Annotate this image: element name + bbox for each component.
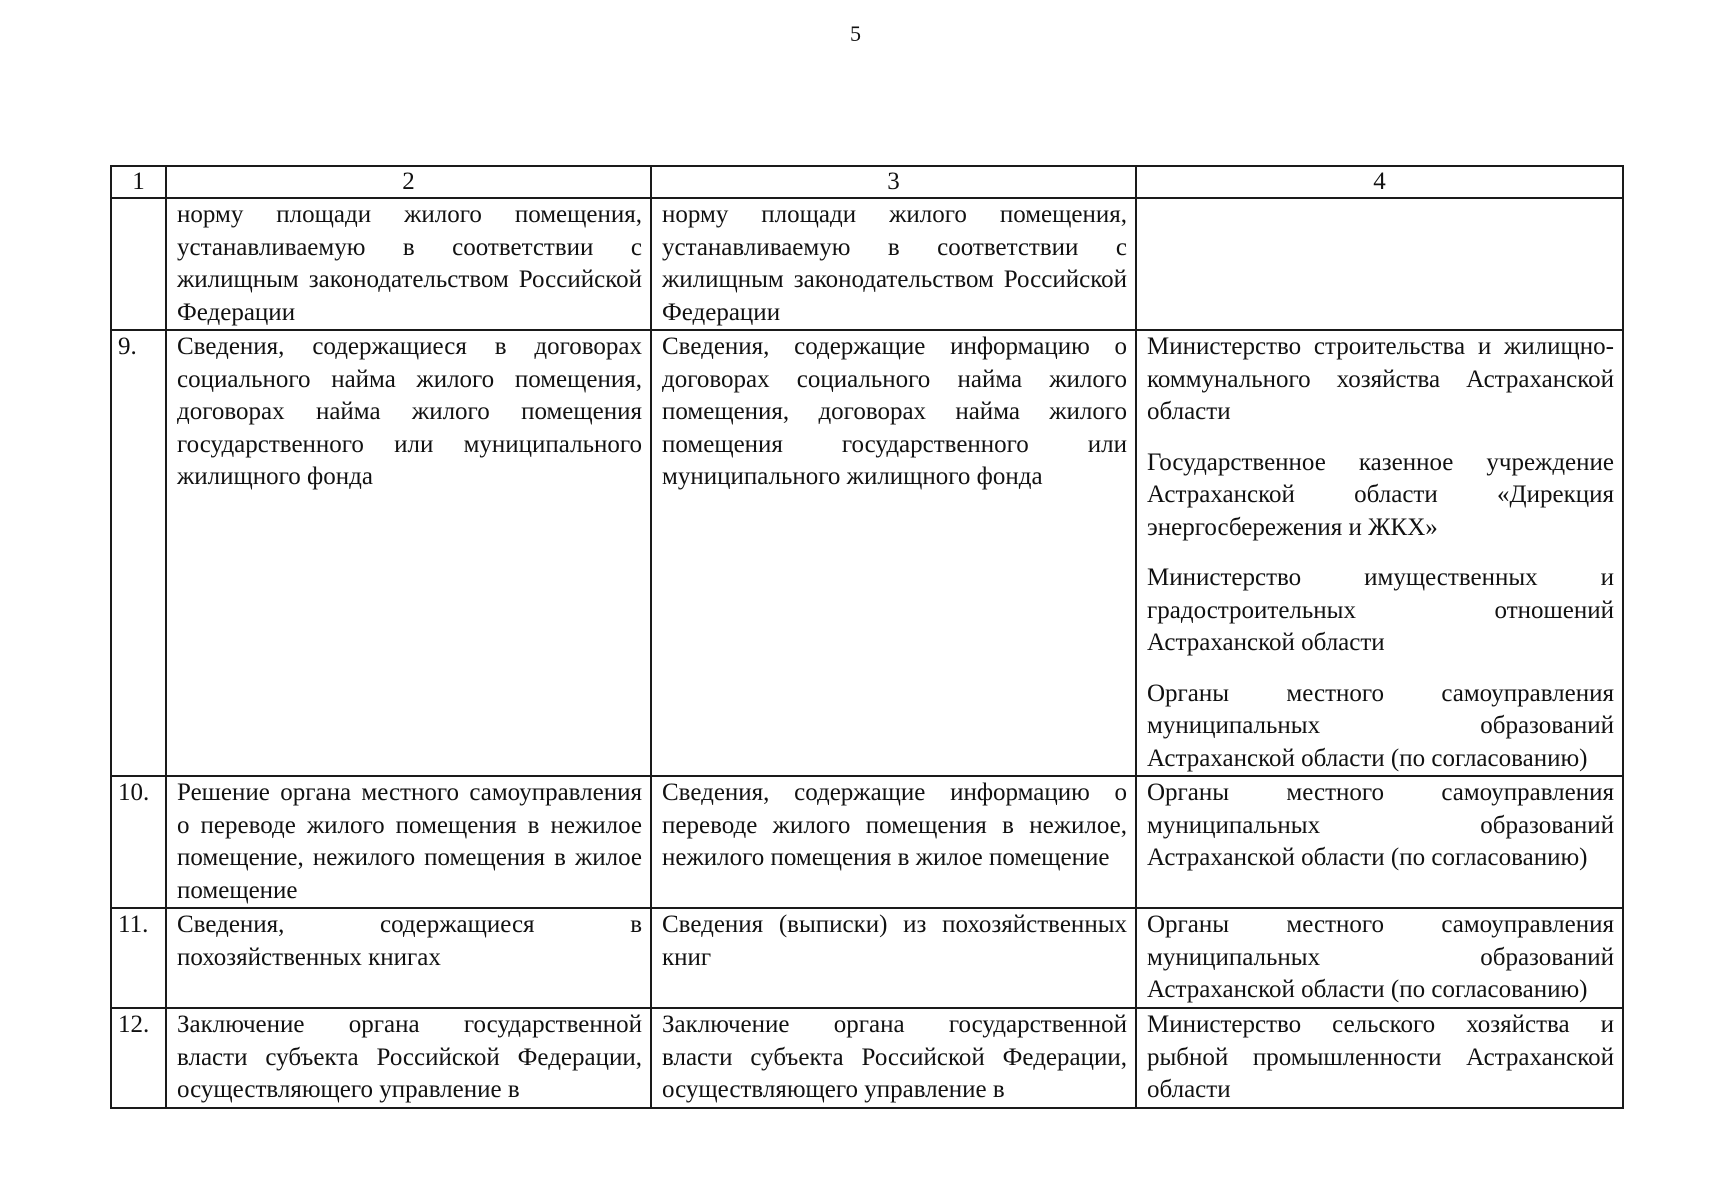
authority-entry: Министерство сельского хозяйства и рыбной промышленности Астраханской области [1147, 1011, 1614, 1103]
document-name-cell: Сведения, содержащиеся в договорах социального найма жилого помещения, договорах найма жилого помещения государственного или муниципального жилищного фонда [166, 330, 651, 776]
authority-entry: Органы местного самоуправления муниципальных образований Астраханской области (по согласованию) [1147, 779, 1614, 871]
table-row [111, 908, 1623, 1008]
document-name-cell: Сведения, содержащиеся в похозяйственных книгах [166, 908, 651, 1008]
information-cell: Сведения (выписки) из похозяйственных книг [651, 908, 1136, 1008]
header-col-2: 2 [166, 166, 651, 198]
information-cell: норму площади жилого помещения, устанавливаемую в соответствии с жилищным законодательством Российской Федерации [651, 198, 1136, 330]
authority-entry: Государственное казенное учреждение Астраханской области «Дирекция энергосбережения и ЖКХ» [1147, 448, 1614, 541]
authority-entry: Министерство имущественных и градостроительных отношений Астраханской области [1147, 564, 1614, 656]
authority-cell [1136, 198, 1623, 330]
row-number: 9. [111, 330, 166, 776]
page-number: 5 [850, 21, 861, 46]
header-col-3: 3 [651, 166, 1136, 198]
information-cell: Заключение органа государственной власти субъекта Российской Федерации, осуществляющего управление в [651, 1008, 1136, 1108]
authority-entry: Министерство строительства и жилищно-коммунального хозяйства Астраханской области [1147, 333, 1614, 425]
document-name-cell: Решение органа местного самоуправления о переводе жилого помещения в нежилое помещение, нежилого помещения в жилое помещение [166, 776, 651, 908]
row-number [111, 198, 166, 330]
information-cell: Сведения, содержащие информацию о договорах социального найма жилого помещения, договорах найма жилого помещения государственного или муниципального жилищного фонда [651, 330, 1136, 776]
table-row [111, 1008, 1623, 1108]
document-table [110, 165, 1624, 1109]
header-row [111, 166, 1623, 198]
information-cell: Сведения, содержащие информацию о переводе жилого помещения в нежилое, нежилого помещения в жилое помещение [651, 776, 1136, 908]
authority-cell [1136, 908, 1623, 1008]
row-number: 11. [111, 908, 166, 1008]
table-row [111, 776, 1623, 908]
row-number: 12. [111, 1008, 166, 1108]
row-number: 10. [111, 776, 166, 908]
document-name-cell: норму площади жилого помещения, устанавливаемую в соответствии с жилищным законодательством Российской Федерации [166, 198, 651, 330]
authority-cell [1136, 776, 1623, 908]
authority-entry: Органы местного самоуправления муниципальных образований Астраханской области (по согласованию) [1147, 911, 1614, 1003]
authority-entry: Органы местного самоуправления муниципальных образований Астраханской области (по согласованию) [1147, 679, 1614, 772]
authority-cell [1136, 1008, 1623, 1108]
authority-cell [1136, 330, 1623, 776]
table-row [111, 330, 1623, 776]
document-name-cell: Заключение органа государственной власти субъекта Российской Федерации, осуществляющего управление в [166, 1008, 651, 1108]
header-col-1: 1 [111, 166, 166, 198]
header-col-4: 4 [1136, 166, 1623, 198]
table-row [111, 198, 1623, 330]
